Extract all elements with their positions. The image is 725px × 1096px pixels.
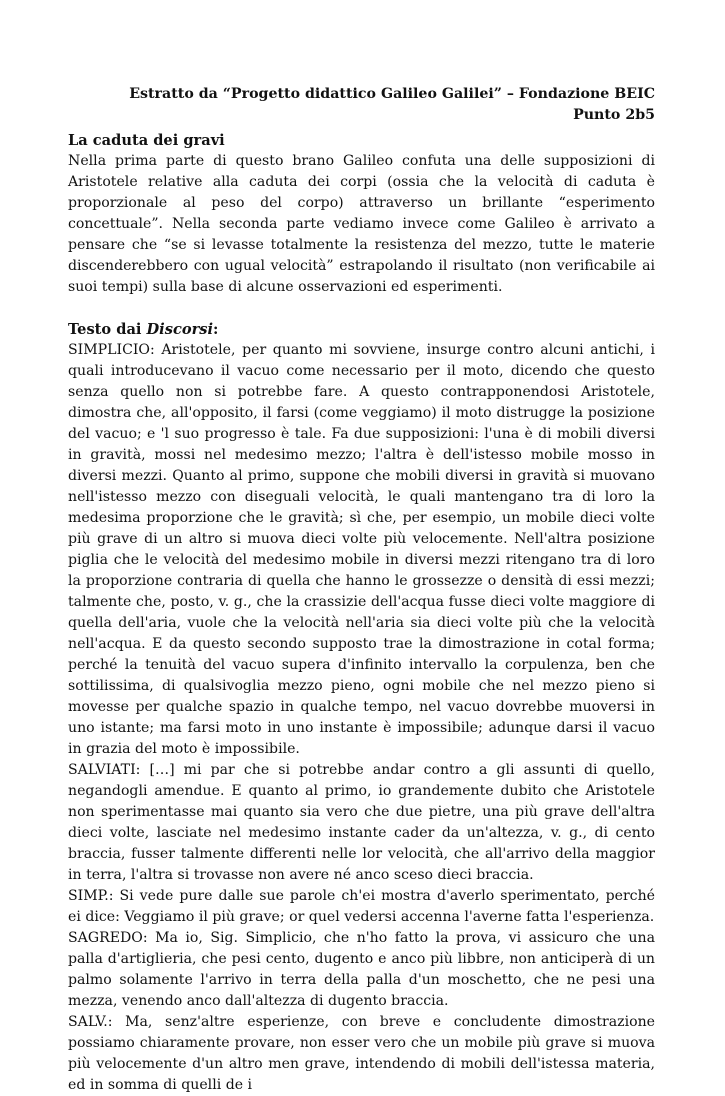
testo-title-suffix: :: [213, 321, 219, 338]
header-point: Punto 2b5: [573, 107, 655, 123]
speech-salviati: SALVIATI: […] mi par che si potrebbe andar contro a gli assunti di quello, negandogli amendue. E quanto al primo, io grandemente dubito che Aristotele non sperimentasse mai quanto sia vero che due pietre, una più grave dell'altra dieci volte, lasciate nel medesimo instante cader da un'altezza, v. g., di cento braccia, fusser talmente differenti nelle lor velocità, che all'arrivo della maggior in terra, l'altra si trovasse non avere né anco sceso dieci braccia.: [68, 762, 655, 883]
document-header: [68, 84, 655, 126]
speech-salv: SALV.: Ma, senz'altre esperienze, con breve e concludente dimostrazione possiamo chiaramente provare, non esser vero che un mobile più grave si muova più velocemente d'un altro men grave, intendendo di mobili dell'istessa materia, ed in somma di quelli de i: [68, 1014, 655, 1093]
speech-simp: SIMP.: Si vede pure dalle sue parole ch'ei mostra d'averlo sperimentato, perché ei dice: Veggiamo il più grave; or quel vedersi accenna l'averne fatta l'esperienza.: [68, 888, 655, 925]
testo-title-italic: Discorsi: [146, 321, 214, 338]
speech-simplicio: SIMPLICIO: Aristotele, per quanto mi sovviene, insurge contro alcuni antichi, i quali introducevano il vacuo come necessario per il moto, dicendo che questo senza quello non si potrebbe fare. A questo contrapponendosi Aristotele, dimostra che, all'opposito, il farsi (come veggiamo) il moto distrugge la posizione del vacuo; e 'l suo progresso è tale. Fa due supposizioni: l'una è di mobili diversi in gravità, mossi nel medesimo mezzo; l'altra è dell'istesso mobile mosso in diversi mezzi. Quanto al primo, suppone che mobili diversi in gravità si muovano nell'istesso mezzo con diseguali velocità, le quali mantengano tra di loro la medesima proporzione che le gravità; sì che, per esempio, un mobile dieci volte più grave di un altro si muova dieci volte più velocemente. Nell'altra posizione piglia che le velocità del medesimo mobile in diversi mezzi ritengano tra di loro la proporzione contraria di quella che hanno le grossezze o densità di essi mezzi; talmente che, posto, v. g., che la crassizie dell'acqua fusse dieci volte maggiore di quella dell'aria, vuole che la velocità nell'aria sia dieci volte più che la velocità nell'acqua. E da questo secondo supposto trae la dimostrazione in cotal forma; perché la tenuità del vacuo supera d'infinito intervallo la corpulenza, ben che sottilissima, di qualsivoglia mezzo pieno, ogni mobile che nel mezzo pieno si movesse per qualche spazio in qualche tempo, nel vacuo dovrebbe muoversi in uno istante; ma farsi moto in uno instante è impossibile; adunque darsi il vacuo in grazia del moto è impossibile.: [68, 342, 655, 757]
section-title: La caduta dei gravi: [68, 132, 225, 149]
intro-paragraph: Nella prima parte di questo brano Galileo confuta una delle supposizioni di Aristotele relative alla caduta dei corpi (ossia che la velocità di caduta è proporzionale al peso del corpo) attraverso un brillante “esperimento concettuale”. Nella seconda parte vediamo invece come Galileo è arrivato a pensare che “se si levasse totalmente la resistenza del mezzo, tutte le materie discenderebbero con ugual velocità” estrapolando il risultato (non verificabile ai suoi tempi) sulla base di alcune osservazioni ed esperimenti.: [68, 153, 655, 295]
testo-title: [68, 319, 655, 340]
speech-sagredo: SAGREDO: Ma io, Sig. Simplicio, che n'ho fatto la prova, vi assicuro che una palla d'artiglieria, che pesi cento, dugento e anco più libbre, non anticiperà di un palmo solamente l'arrivo in terra della palla d'un moschetto, che ne pesi una mezza, venendo anco dall'altezza di dugento braccia.: [68, 930, 655, 1009]
paragraph-spacer: [68, 298, 655, 319]
testo-title-prefix: Testo dai: [68, 321, 147, 338]
header-source: Estratto da “Progetto didattico Galileo Galilei” – Fondazione BEIC: [129, 86, 655, 102]
